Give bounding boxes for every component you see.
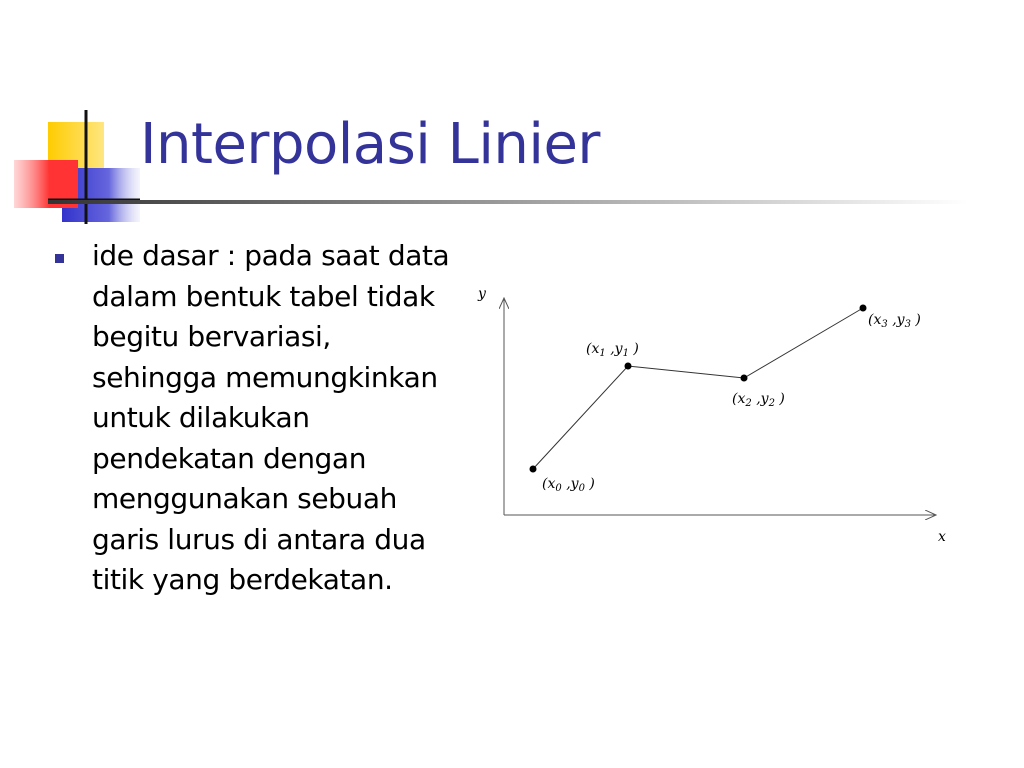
point-1 [625, 363, 632, 370]
interpolation-line [533, 308, 863, 469]
point-label-0: ($x_0$ $,y_0$ ) [542, 476, 595, 494]
corner-decoration [0, 0, 160, 240]
x-axis-label: x [938, 529, 946, 545]
point-2 [741, 375, 748, 382]
bullet-marker [55, 254, 64, 263]
point-label-1: ($x_1$ $,y_1$ ) [586, 341, 639, 359]
title-underline [48, 200, 968, 204]
point-label-3: ($x_3$ $,y_3$ ) [868, 312, 921, 330]
bullet-text: ide dasar : pada saat data dalam bentuk tabel tidak begitu bervariasi, sehingga memungkinkan untuk dilakukan pendekatan dengan menggunakan sebuah garis lurus di antara dua titik yang berdekatan. [92, 239, 450, 596]
point-label-2: ($x_2$ $,y_2$ ) [732, 391, 785, 409]
point-0 [530, 466, 537, 473]
point-3 [860, 305, 867, 312]
interpolation-diagram [470, 280, 970, 550]
slide-title: Interpolasi Linier [140, 112, 600, 177]
y-axis-label: y [478, 286, 486, 302]
